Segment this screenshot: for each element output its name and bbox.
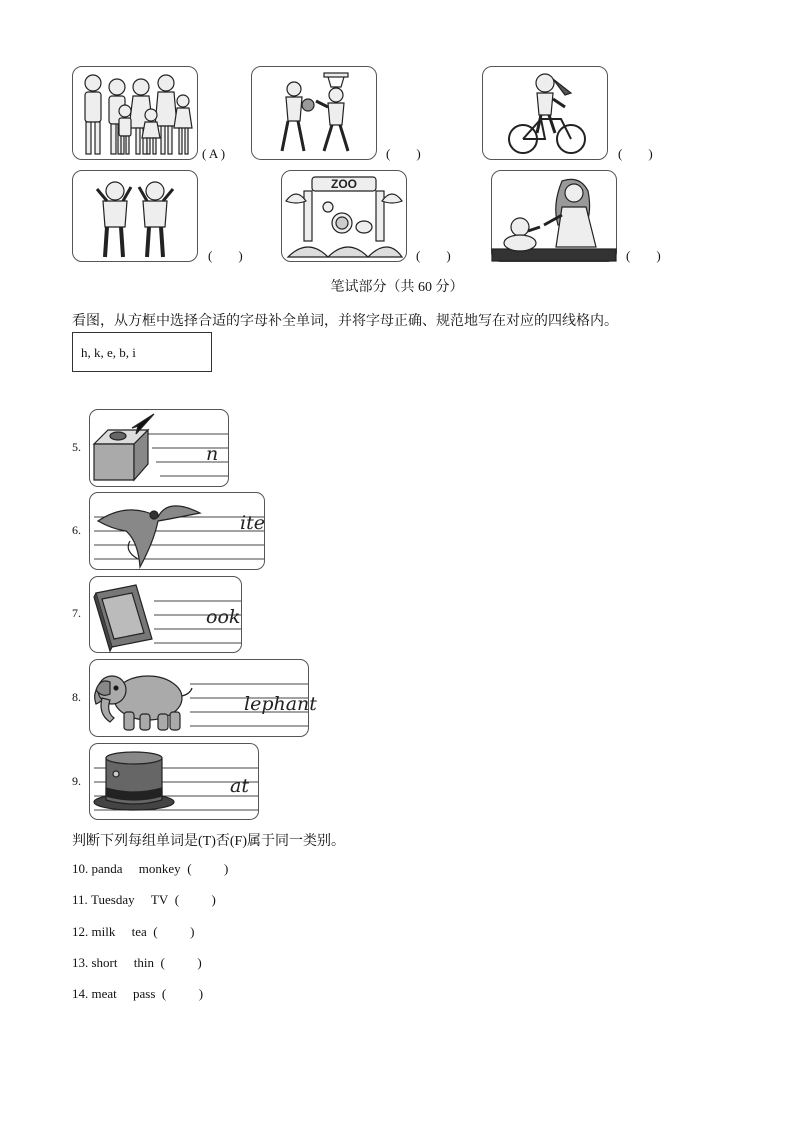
judge-instruction: 判断下列每组单词是(T)否(F)属于同一类别。 [72, 834, 345, 849]
answer-paren: ( ) [187, 861, 229, 876]
judge-num: 12. [72, 924, 89, 939]
item-number-6: 6. [72, 523, 81, 537]
cycling-picture [482, 66, 608, 160]
writing-card-7 [89, 576, 242, 653]
judge-word-2: pass [133, 986, 156, 1001]
writing-card-8 [89, 659, 317, 737]
family-picture [72, 66, 198, 160]
judge-word-2: TV [150, 892, 169, 907]
hat-icon [94, 752, 174, 810]
answer-paren: ( ) [174, 892, 216, 907]
kite-icon [98, 506, 200, 567]
box-icon [94, 414, 154, 480]
judge-item-11 [72, 892, 216, 908]
judge-num: 13. [72, 955, 89, 970]
judge-item-14 [72, 986, 203, 1002]
blank-paren-3: ( ) [618, 146, 653, 161]
judge-word-2: tea [131, 924, 147, 939]
mother-baby-picture [491, 170, 617, 262]
letter-fill-instruction: 看图，从方框中选择合适的字母补全单词，并将字母正确、规范地写在对应的四线格内。 [72, 314, 618, 329]
answer-paren: ( ) [161, 986, 204, 1001]
exercise-icon [73, 171, 197, 261]
item-number-9: 9. [72, 774, 81, 788]
judge-word-1: panda [91, 861, 123, 876]
blank-paren-4: ( ) [208, 248, 243, 263]
judge-word-1: milk [91, 924, 116, 939]
written-section-title: 笔试部分（共 60 分） [330, 280, 464, 295]
answer-paren: ( ) [153, 924, 195, 939]
judge-item-13 [72, 955, 202, 971]
judge-num: 10. [72, 861, 89, 876]
writing-card-5 [89, 409, 229, 487]
judge-item-12 [72, 924, 194, 940]
judge-word-2: monkey [138, 861, 181, 876]
exercise-picture [72, 170, 198, 262]
judge-num: 14. [72, 986, 89, 1001]
basketball-picture [251, 66, 377, 160]
judge-word-2: thin [133, 955, 154, 970]
blank-paren-5: ( ) [416, 248, 451, 263]
bicycle-icon [483, 67, 607, 159]
item-number-5: 5. [72, 440, 81, 454]
fragment-5: n [206, 443, 219, 465]
judge-word-1: meat [91, 986, 117, 1001]
judge-word-1: short [91, 955, 118, 970]
answer-paren: ( ) [160, 955, 202, 970]
blank-paren-2: ( ) [386, 146, 421, 161]
blank-paren-6: ( ) [626, 248, 661, 263]
writing-card-6 [89, 492, 265, 570]
writing-card-9 [89, 743, 259, 820]
item-number-7: 7. [72, 606, 81, 620]
fragment-6: ite [240, 512, 265, 534]
book-icon [94, 585, 152, 651]
fragment-9: at [230, 775, 249, 797]
answer-paren-1: ( A ) [202, 146, 226, 161]
judge-num: 11. [72, 892, 88, 907]
judge-word-1: Tuesday [91, 892, 135, 907]
fragment-7: ook [206, 606, 241, 628]
fragment-8: lephant [244, 693, 317, 715]
zoo-picture [281, 170, 407, 262]
mother-baby-icon [492, 171, 616, 261]
basketball-icon [252, 67, 376, 159]
letter-options-box: h, k, e, b, i [72, 332, 212, 372]
elephant-icon [95, 676, 192, 730]
zoo-sign-text: ZOO [331, 177, 357, 191]
zoo-icon [282, 171, 406, 261]
family-icon [73, 67, 197, 159]
judge-item-10 [72, 861, 228, 877]
item-number-8: 8. [72, 690, 81, 704]
